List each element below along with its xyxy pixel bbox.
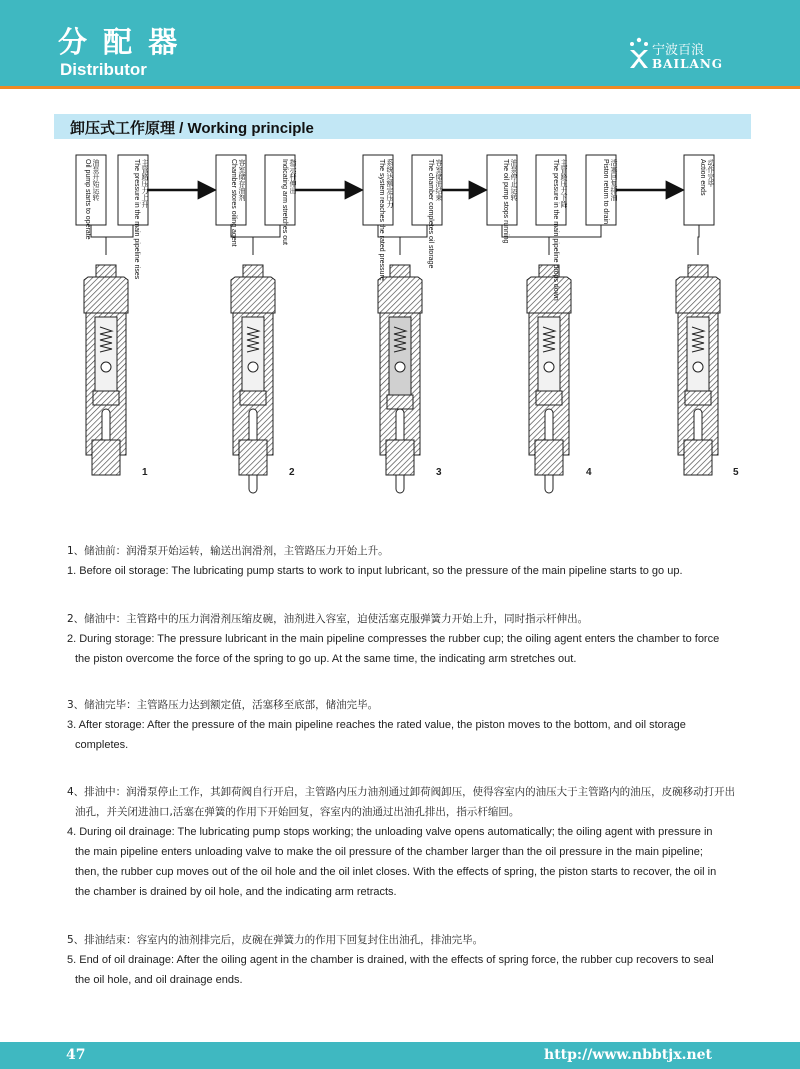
valve-top-fitting [243, 265, 263, 277]
valve-1 [84, 265, 128, 475]
valve-ball [248, 362, 258, 372]
step-1-en-line-1: 1. Before oil storage: The lubricating pump starts to work to input lubricant, so the pressure of the main pipeline starts to go up. [67, 565, 683, 577]
box-label-9 [601, 159, 617, 224]
section-title: 卸压式工作原理 / Working principle [70, 120, 314, 137]
box-label-4-en: Indicating arm stretches out [281, 159, 288, 245]
logo-text-en: BAILANG [652, 57, 724, 71]
valve-ball [693, 362, 703, 372]
step-3-cn: 3、储油完毕：主管路压力达到额定值，活塞移至底部，储油完毕。 [67, 699, 379, 711]
logo-text-cn: 宁波百浪 [652, 43, 705, 58]
valve-3 [378, 265, 422, 493]
valve-top-fitting [390, 265, 410, 277]
connector-5 [698, 225, 699, 255]
valve-top-fitting [688, 265, 708, 277]
step-5-en-line-2: the oil hole, and oil drainage ends. [75, 974, 243, 986]
box-label-4 [280, 159, 296, 245]
step-1 [67, 541, 683, 581]
box-label-10-en: Action ends [699, 159, 706, 196]
box-label-1-en: Oil pump starts to operate [84, 159, 91, 240]
flow-boxes [76, 155, 714, 255]
step-4-en-line-2: the main pipeline enters unloading valve to make the oil pressure of the chamber larger than the oil pressure in the main pipeline; [75, 846, 703, 858]
stage-number-1: 1 [142, 467, 148, 478]
step-1-cn: 1、储油前：润滑泵开始运转，输送出润滑剂，主管路压力开始上升。 [67, 545, 389, 557]
diagram-canvas [0, 145, 800, 525]
logo-mark-icon [628, 36, 650, 72]
box-label-1-cn: 油泵开始运转 [92, 159, 99, 201]
stage-number-2: 2 [289, 467, 295, 478]
box-label-6-en: The chamber completes oil storage [427, 159, 434, 269]
step-2 [67, 609, 719, 669]
valve-piston [240, 391, 266, 405]
box-label-8-en: The pressure in the main pipeline drops down [552, 159, 559, 301]
box-label-9-en: Piston return to drain [602, 159, 609, 224]
step-4 [67, 782, 735, 902]
valve-ball [544, 362, 554, 372]
box-label-3-en: Chamber stores oiling agent [230, 159, 237, 247]
step-4-en-line-4: the chamber is drained by oil hole, and the indicating arm retracts. [75, 886, 397, 898]
valve-bottom-thread [92, 440, 120, 475]
valve-head [378, 277, 422, 313]
step-4-en-line-1: 4. During oil drainage: The lubricating pump stops working; the unloading valve opens automatically; the oiling agent with pressure in [67, 826, 713, 838]
step-3 [67, 695, 686, 755]
box-label-9-cn: 活塞回复排油 [610, 159, 617, 201]
step-4-cn-line-2: 油孔，并关闭进油口,活塞在弹簧的作用下开始回复，容室内的油通过出油孔排出，指示杆缩回。 [75, 806, 520, 818]
valve-bottom-thread [684, 440, 712, 475]
stage-number-5: 5 [733, 467, 739, 478]
box-label-5-en: The system reaches the rated pressure [378, 159, 385, 281]
box-label-3 [229, 159, 245, 247]
valve-piston [387, 395, 413, 409]
step-3-en-line-2: completes. [75, 739, 129, 751]
box-label-7-en: The oil pump stops running [502, 159, 509, 244]
box-label-8 [551, 159, 567, 301]
valve-head [231, 277, 275, 313]
box-label-2 [132, 159, 148, 279]
box-label-7-cn: 油泵停止运转 [510, 159, 517, 201]
box-label-6 [426, 159, 442, 268]
box-label-8-cn: 主管路压力下降 [560, 159, 567, 208]
valve-piston [536, 391, 562, 405]
step-5 [67, 930, 714, 990]
valve-piston [685, 391, 711, 405]
valve-bottom-thread [239, 440, 267, 475]
box-label-5 [377, 159, 393, 281]
bailang-logo [628, 36, 738, 76]
valve-ball [101, 362, 111, 372]
box-label-2-en: The pressure in the main pipeline rises [133, 159, 140, 280]
step-4-cn-line-1: 4、排油中：润滑泵停止工作，其卸荷阀自行开启，主管路内压力油剂通过卸荷阀卸压，使得容室内的油压大于主管路内的油压，皮碗移动打开出 [67, 786, 736, 798]
valve-illustrations [84, 265, 720, 493]
valve-head [676, 277, 720, 313]
page-number: 47 [66, 1047, 86, 1063]
valve-bottom-thread [386, 440, 414, 475]
working-principle-diagram [0, 145, 800, 525]
box-label-5-cn: 系统达额定压力 [386, 159, 393, 208]
valve-2 [231, 265, 275, 493]
page-footer [0, 1042, 800, 1069]
step-2-cn: 2、储油中：主管路中的压力润滑剂压缩皮碗，油剂进入容室，迫使活塞克服弹簧力开始上升，同时指示杆伸出。 [67, 613, 589, 625]
box-label-7 [501, 159, 517, 243]
box-label-10-cn: 动作完毕 [707, 159, 714, 187]
step-5-en-line-1: 5. End of oil drainage: After the oiling agent in the chamber is drained, with the effects of spring force, the rubber cup recovers to seal [67, 954, 714, 966]
stage-number-4: 4 [586, 467, 592, 478]
box-label-2-cn: 主管路压力上升 [141, 159, 148, 208]
box-label-10 [698, 159, 714, 196]
header-accent-line [0, 86, 800, 89]
step-2-en-line-2: the piston overcome the force of the spring to go up. At the same time, the indicating arm stretches out. [75, 653, 577, 665]
valve-5 [676, 265, 720, 475]
valve-bottom-thread [535, 440, 563, 475]
step-3-en-line-1: 3. After storage: After the pressure of the main pipeline reaches the rated value, the piston moves to the bottom, and oil storage [67, 719, 686, 731]
website-url[interactable]: http://www.nbbtjx.net [544, 1047, 712, 1063]
box-label-1 [83, 159, 99, 240]
step-2-en-line-1: 2. During storage: The pressure lubricant in the main pipeline compresses the rubber cup; the oiling agent enters the chamber to force [67, 633, 720, 645]
stage-number-3: 3 [436, 467, 442, 478]
step-5-cn: 5、排油结束：容室内的油剂排完后，皮碗在弹簧力的作用下回复封住出油孔，排油完毕。 [67, 934, 484, 946]
step-4-en-line-3: then, the rubber cup moves out of the oil hole and the oil inlet closes. With the effects of spring, the piston starts to recover, the oil in [75, 866, 717, 878]
valve-head [84, 277, 128, 313]
box-label-6-cn: 容室储油结束 [435, 159, 442, 201]
box-label-4-cn: 指示杆伸出 [289, 159, 296, 194]
header-title-en: Distributor [60, 60, 147, 79]
valve-piston [93, 391, 119, 405]
box-label-3-cn: 容室储存油剂 [238, 159, 245, 201]
page-header [0, 0, 800, 86]
valve-ball [395, 362, 405, 372]
valve-top-fitting [96, 265, 116, 277]
section-bar [54, 114, 751, 139]
header-title-cn: 分 配 器 [58, 25, 181, 59]
